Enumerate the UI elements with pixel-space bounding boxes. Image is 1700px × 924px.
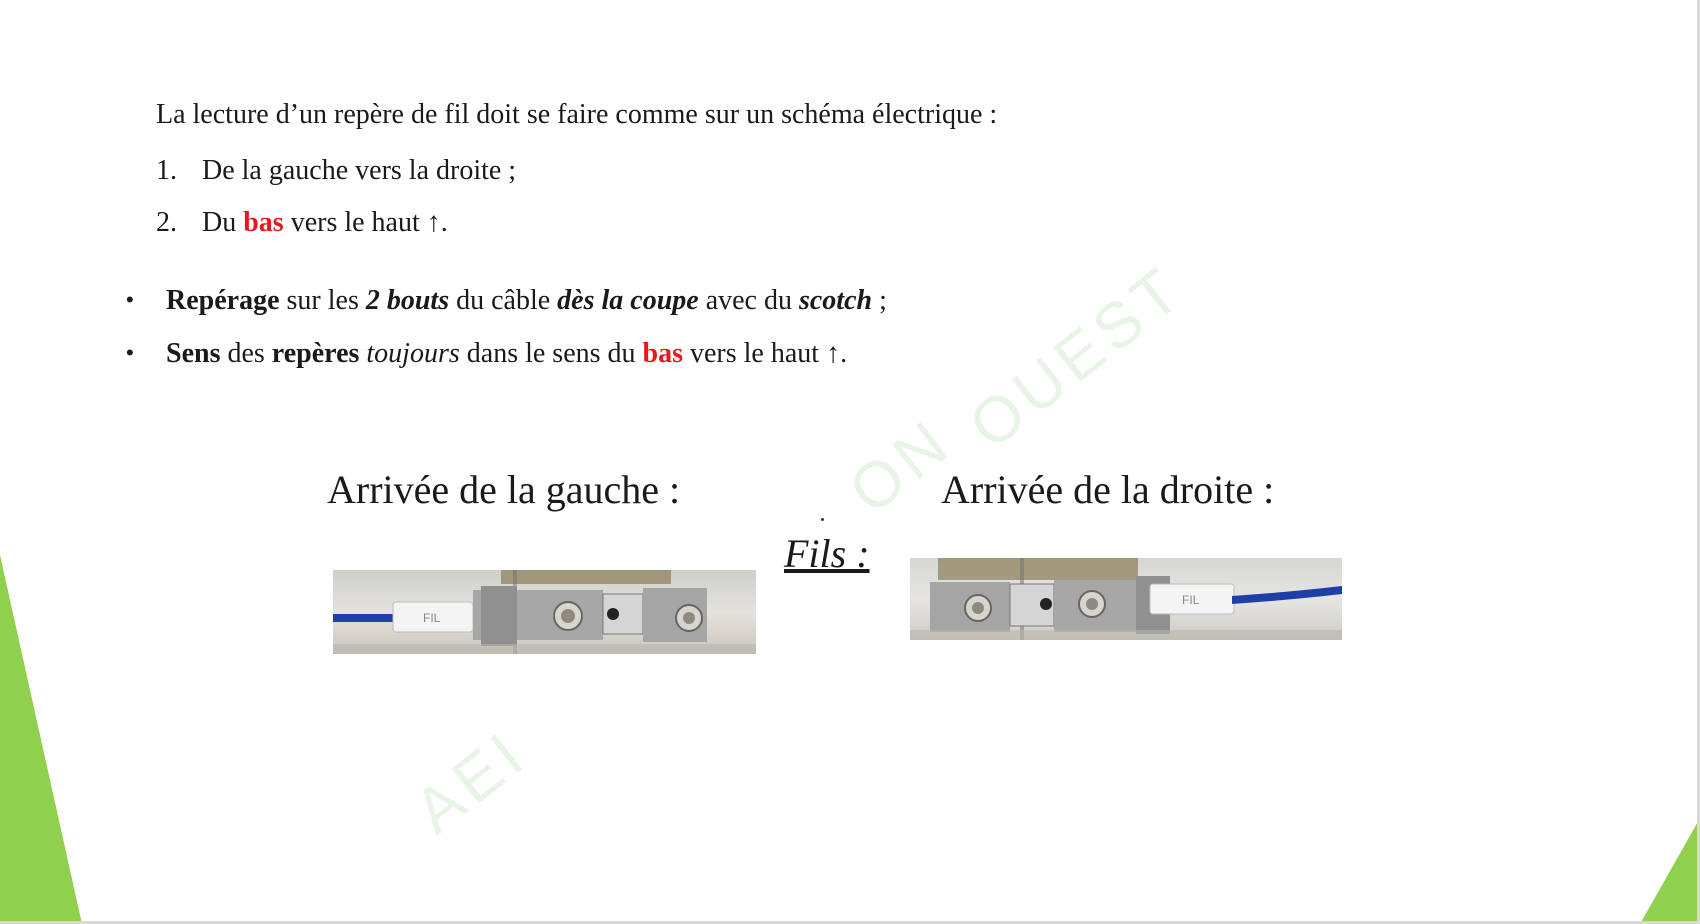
- step-text: Du: [202, 207, 237, 238]
- step-2: [156, 207, 448, 239]
- bold-text: repères: [271, 338, 360, 369]
- step-1: [156, 155, 516, 187]
- watermark-on: ON: [835, 404, 966, 528]
- italic-text: toujours: [366, 338, 460, 369]
- plain-text: des: [227, 338, 265, 369]
- caption-left: Arrivée de la gauche :: [327, 467, 681, 512]
- caption-center: Fils :: [784, 531, 870, 576]
- bold-text: Sens: [166, 338, 221, 369]
- watermark-ouest: OUEST: [955, 251, 1198, 463]
- bold-italic-text: 2 bouts: [365, 285, 450, 316]
- bullet-marker: •: [126, 287, 134, 312]
- step-number: 2.: [156, 207, 177, 238]
- left-green-triangle: [0, 555, 82, 924]
- photo-right-wire-terminal: [910, 558, 1342, 640]
- step-text: De la gauche vers la droite ;: [202, 155, 517, 186]
- bold-italic-text: dès la coupe: [557, 285, 699, 316]
- bullet-2: [166, 338, 847, 370]
- wire-label-right: FIL: [1182, 593, 1200, 607]
- bullet-marker: •: [126, 340, 134, 365]
- bold-italic-text: scotch: [798, 285, 873, 316]
- plain-text: ;: [879, 285, 887, 316]
- highlight-word: bas: [243, 207, 284, 238]
- photo-left-wire-terminal: [333, 570, 756, 654]
- wire-label-left: FIL: [423, 611, 441, 625]
- intro-text: La lecture d’un repère de fil doit se faire comme sur un schéma électrique :: [156, 99, 998, 130]
- right-green-triangle: [1640, 818, 1700, 924]
- plain-text: sur les: [286, 285, 359, 316]
- watermark-aei: AEI: [400, 716, 541, 848]
- plain-text: du câble: [456, 285, 551, 316]
- caption-right: Arrivée de la droite :: [941, 467, 1275, 512]
- bullet-1: [166, 285, 887, 317]
- plain-text: avec du: [705, 285, 792, 316]
- step-number: 1.: [156, 155, 177, 186]
- small-dot: [821, 518, 824, 521]
- highlight-word: bas: [642, 338, 683, 369]
- plain-text: vers le haut ↑.: [690, 338, 848, 369]
- bold-text: Repérage: [166, 285, 280, 316]
- step-text: vers le haut ↑.: [290, 207, 448, 238]
- plain-text: dans le sens du: [466, 338, 636, 369]
